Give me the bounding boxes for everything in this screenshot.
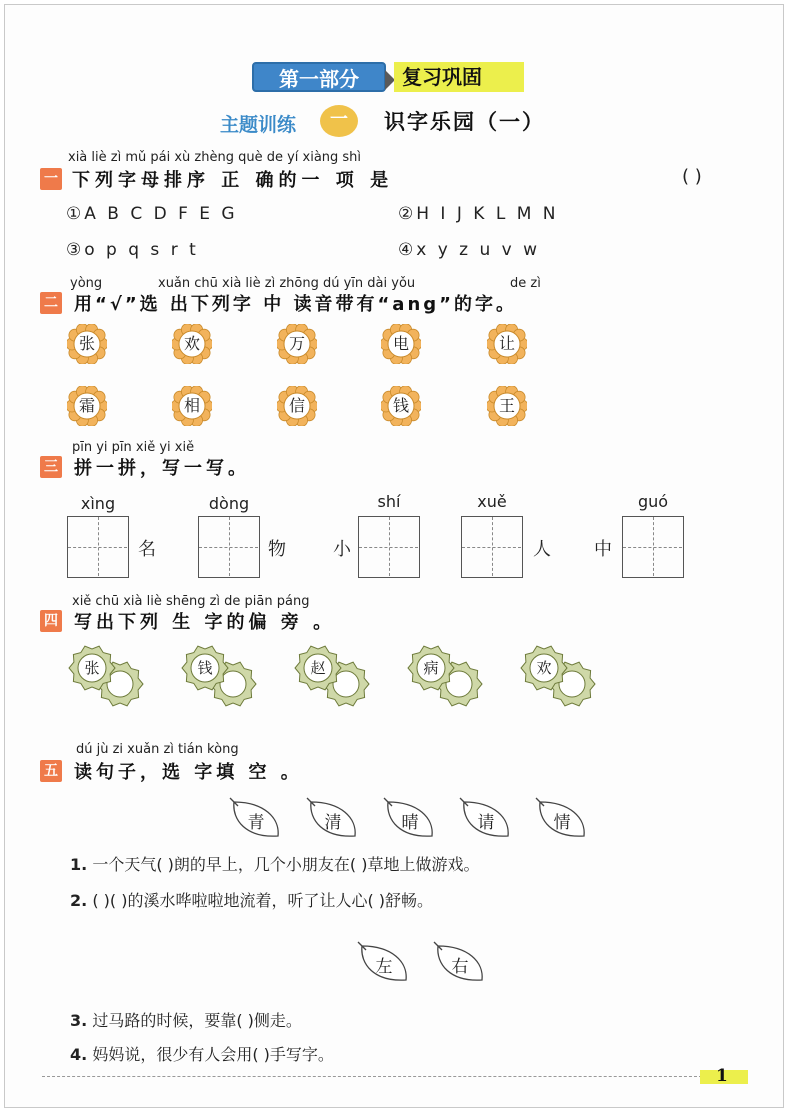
leaf-char: 青 <box>247 813 265 833</box>
leaf-choice[interactable] <box>305 796 361 842</box>
topic-label: 主题训练 <box>220 114 297 136</box>
section-1-badge: 一 <box>40 168 62 190</box>
grid-pinyin: shí <box>377 492 401 511</box>
section-4-text: 写出下列 生 字的偏 旁 。 <box>74 612 336 633</box>
grid-pinyin: dòng <box>208 494 250 513</box>
section-2-pinyin-left: yòng <box>70 276 103 291</box>
sentence-text: 过马路的时候，要靠( )侧走。 <box>92 1011 302 1030</box>
part-label: 第一部分 <box>252 62 386 92</box>
flower-choice[interactable] <box>277 324 317 364</box>
flower-char: 王 <box>498 396 515 415</box>
radical-answer-blank[interactable] <box>334 672 358 696</box>
radical-answer-blank[interactable] <box>108 672 132 696</box>
flower-char: 霜 <box>78 396 95 415</box>
gear-char: 欢 <box>536 659 552 677</box>
flower-choice[interactable] <box>172 386 212 426</box>
topic-title: 识字乐园（一） <box>384 110 545 134</box>
footer-divider <box>42 1076 702 1077</box>
option-3: ③o p q s r t <box>66 240 199 260</box>
topic-number-badge: 一 <box>320 105 358 137</box>
gear-item <box>294 644 374 714</box>
gear-char: 张 <box>84 659 100 677</box>
grid-pinyin: guó <box>637 492 669 511</box>
flower-choice[interactable] <box>487 386 527 426</box>
section-1-pinyin: xià liè zì mǔ pái xù zhèng què de yí xiàng shì <box>68 150 362 165</box>
flower-char: 电 <box>392 334 409 353</box>
sentence-number: 3. <box>70 1011 88 1030</box>
flower-char: 相 <box>183 396 200 415</box>
flower-choice[interactable] <box>381 386 421 426</box>
flower-choice[interactable] <box>381 324 421 364</box>
radical-answer-blank[interactable] <box>221 672 245 696</box>
sentence-3 <box>70 1008 302 1031</box>
option-2: ②H I J K L M N <box>398 204 559 224</box>
section-2-text: 用“√”选 出下列字 中 读音带有“ang”的字。 <box>74 294 517 315</box>
section-3-badge: 三 <box>40 456 62 478</box>
sentence-number: 2. <box>70 891 88 910</box>
gear-char: 赵 <box>310 659 326 677</box>
leaf-choice[interactable] <box>228 796 284 842</box>
flower-choice[interactable] <box>67 386 107 426</box>
flower-char: 张 <box>78 334 95 353</box>
section-4-pinyin: xiě chū xià liè shēng zì de piān páng <box>72 594 310 609</box>
writing-grid[interactable] <box>622 516 684 578</box>
leaf-choice[interactable] <box>534 796 590 842</box>
gear-item <box>181 644 261 714</box>
leaf-choice[interactable] <box>458 796 514 842</box>
flower-char: 万 <box>288 334 305 353</box>
gear-item <box>520 644 600 714</box>
section-5-text: 读句子，选 字填 空 。 <box>74 762 303 783</box>
gear-item <box>68 644 148 714</box>
section-4-badge: 四 <box>40 610 62 632</box>
gear-char: 钱 <box>197 659 213 677</box>
leaf-char: 请 <box>477 813 495 833</box>
section-2-badge: 二 <box>40 292 62 314</box>
sentence-text: 妈妈说，很少有人会用( )手写字。 <box>92 1045 334 1064</box>
page-number: 1 <box>716 1066 728 1086</box>
grid-prefix-char: 小 <box>333 539 351 560</box>
flower-char: 欢 <box>183 334 200 353</box>
writing-grid[interactable] <box>198 516 260 578</box>
flower-choice[interactable] <box>172 324 212 364</box>
flower-choice[interactable] <box>67 324 107 364</box>
radical-answer-blank[interactable] <box>560 672 584 696</box>
gear-item <box>407 644 487 714</box>
section-3-pinyin: pīn yi pīn xiě yi xiě <box>72 440 195 455</box>
grid-suffix-char: 名 <box>138 539 156 560</box>
flower-choice[interactable] <box>277 386 317 426</box>
sentence-4 <box>70 1042 334 1065</box>
sentence-1 <box>70 852 479 875</box>
writing-grid[interactable] <box>461 516 523 578</box>
grid-pinyin: xìng <box>80 494 116 513</box>
section-2-pinyin-mid: xuǎn chū xià liè zì zhōng dú yīn dài yǒu <box>158 276 416 291</box>
section-1-text: 下列字母排序 正 确的一 项 是 <box>72 170 394 191</box>
leaf-choice[interactable] <box>432 940 488 986</box>
sentence-number: 1. <box>70 855 88 874</box>
option-1: ①A B C D F E G <box>66 204 238 224</box>
grid-suffix-char: 人 <box>533 539 551 560</box>
section-3-text: 拼一拼，写一写。 <box>74 458 250 479</box>
flower-choice[interactable] <box>487 324 527 364</box>
flower-char: 钱 <box>392 396 409 415</box>
section-5-pinyin: dú jù zi xuǎn zì tián kòng <box>76 742 239 757</box>
radical-answer-blank[interactable] <box>447 672 471 696</box>
grid-prefix-char: 中 <box>594 539 612 560</box>
leaf-char: 情 <box>553 813 571 833</box>
leaf-char: 右 <box>451 957 469 977</box>
sentence-text: 一个天气( )朗的早上，几个小朋友在( )草地上做游戏。 <box>92 855 480 874</box>
flower-char: 让 <box>498 334 515 353</box>
part-title: 复习巩固 <box>394 62 524 92</box>
gear-char: 病 <box>423 659 439 677</box>
grid-suffix-char: 物 <box>268 539 286 560</box>
section-5-badge: 五 <box>40 760 62 782</box>
option-4: ④x y z u v w <box>398 240 541 260</box>
grid-pinyin: xuě <box>477 492 507 511</box>
writing-grid[interactable] <box>67 516 129 578</box>
flower-char: 信 <box>288 396 305 415</box>
sentence-2 <box>70 888 433 911</box>
section-1-answer-paren[interactable]: ( ) <box>682 166 702 187</box>
sentence-text: ( )( )的溪水哗啦啦地流着，听了让人心( )舒畅。 <box>92 891 434 910</box>
leaf-char: 左 <box>375 957 393 977</box>
section-2-pinyin-right: de zì <box>510 276 541 291</box>
writing-grid[interactable] <box>358 516 420 578</box>
leaf-choice[interactable] <box>382 796 438 842</box>
sentence-number: 4. <box>70 1045 88 1064</box>
leaf-char: 晴 <box>401 813 419 833</box>
leaf-char: 清 <box>324 813 342 833</box>
leaf-choice[interactable] <box>356 940 412 986</box>
